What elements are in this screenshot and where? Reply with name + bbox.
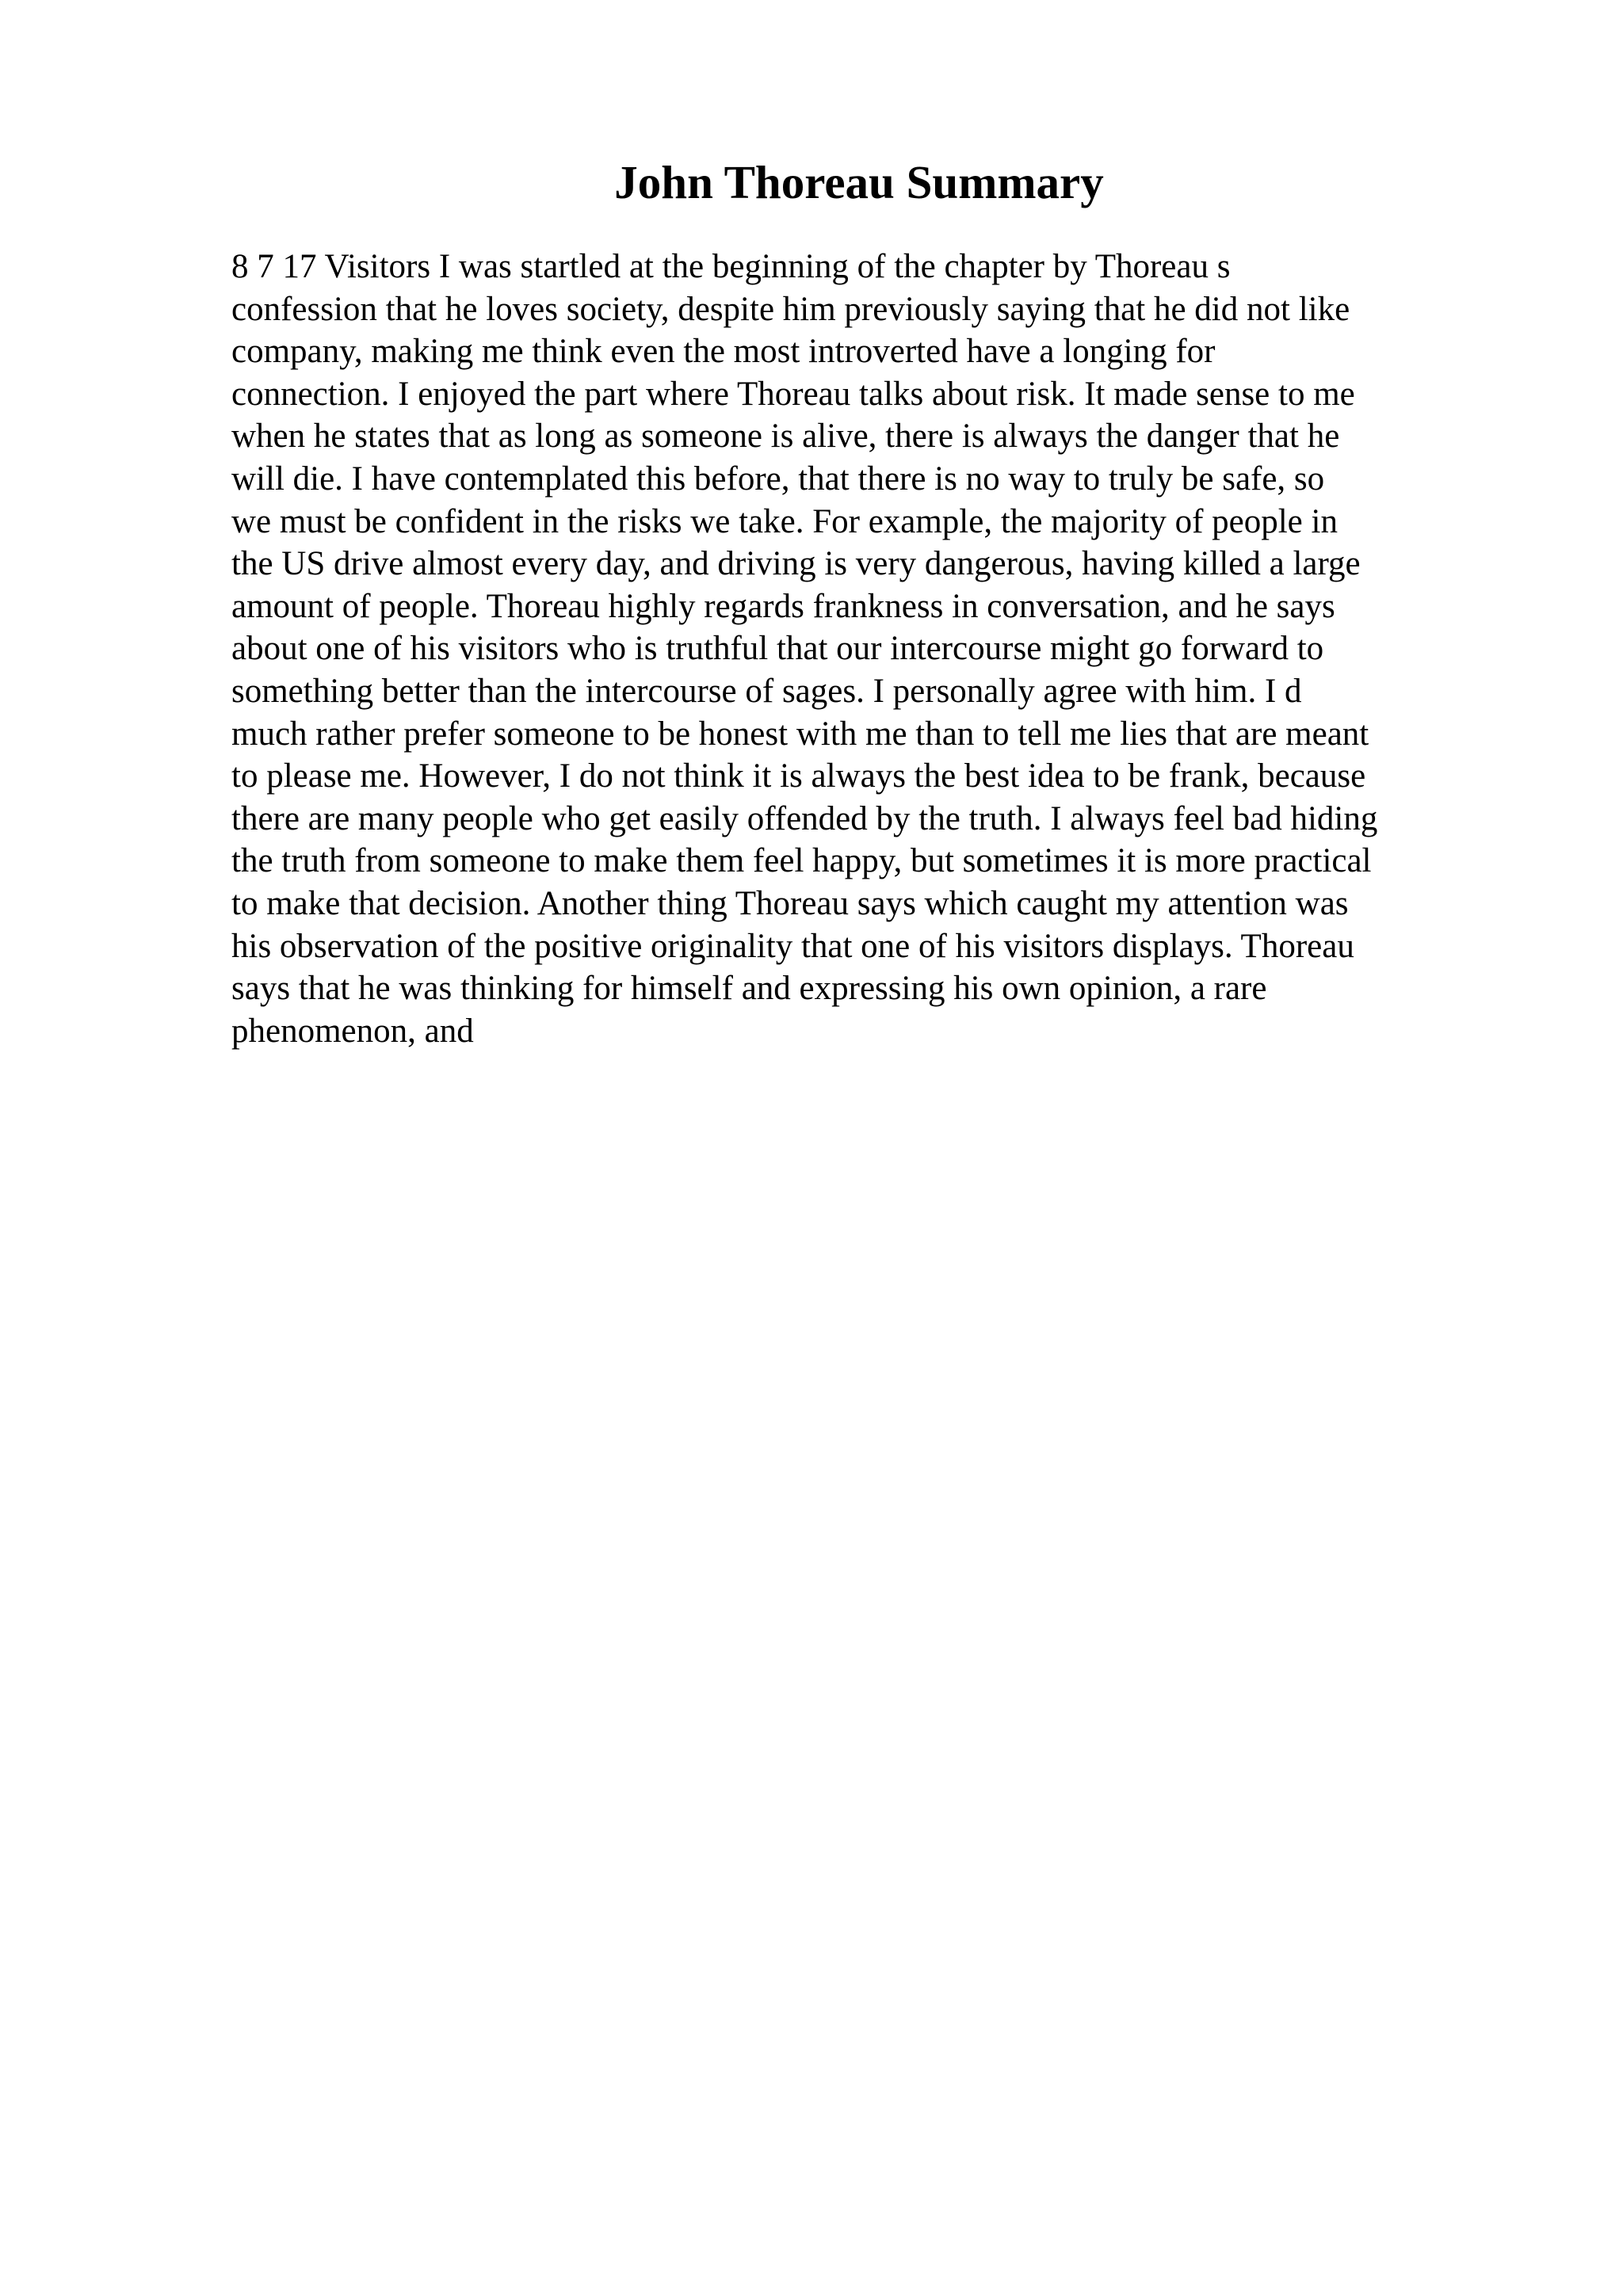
paragraph-line: when he states that as long as someone is alive, there is always the danger that he bbox=[231, 418, 1340, 456]
paragraph-line: about one of his visitors who is truthful that our intercourse might go forward to bbox=[231, 630, 1324, 668]
document-title: John Thoreau Summary bbox=[614, 156, 1104, 208]
paragraph-line: phenomenon, and bbox=[231, 1012, 474, 1050]
paragraph-line: connection. I enjoyed the part where Thoreau talks about risk. It made sense to me bbox=[231, 375, 1355, 413]
paragraph-line: to make that decision. Another thing Thoreau says which caught my attention was bbox=[231, 884, 1349, 922]
paragraph-line: we must be confident in the risks we take. For example, the majority of people in bbox=[231, 502, 1338, 540]
paragraph-line: says that he was thinking for himself and expressing his own opinion, a rare bbox=[231, 970, 1267, 1008]
paragraph-line: his observation of the positive originality that one of his visitors displays. Thoreau bbox=[231, 927, 1354, 965]
paragraph-line: will die. I have contemplated this before, that there is no way to truly be safe, so bbox=[231, 460, 1325, 498]
body-paragraph bbox=[231, 246, 1484, 1052]
paragraph-line: to please me. However, I do not think it is always the best idea to be frank, because bbox=[231, 757, 1366, 795]
paragraph-line: much rather prefer someone to be honest with me than to tell me lies that are meant bbox=[231, 715, 1369, 753]
paragraph-line: something better than the intercourse of sages. I personally agree with him. I d bbox=[231, 672, 1302, 710]
paragraph-line: confession that he loves society, despite him previously saying that he did not like bbox=[231, 290, 1350, 328]
paragraph-line: amount of people. Thoreau highly regards frankness in conversation, and he says bbox=[231, 587, 1335, 625]
paragraph-line: the truth from someone to make them feel happy, but sometimes it is more practical bbox=[231, 842, 1372, 880]
paragraph-line: the US drive almost every day, and driving is very dangerous, having killed a large bbox=[231, 545, 1361, 583]
paragraph-line: 8 7 17 Visitors I was startled at the beginning of the chapter by Thoreau s bbox=[231, 248, 1231, 285]
paragraph-line: company, making me think even the most introverted have a longing for bbox=[231, 333, 1216, 371]
paragraph-line: there are many people who get easily offended by the truth. I always feel bad hiding bbox=[231, 799, 1378, 837]
